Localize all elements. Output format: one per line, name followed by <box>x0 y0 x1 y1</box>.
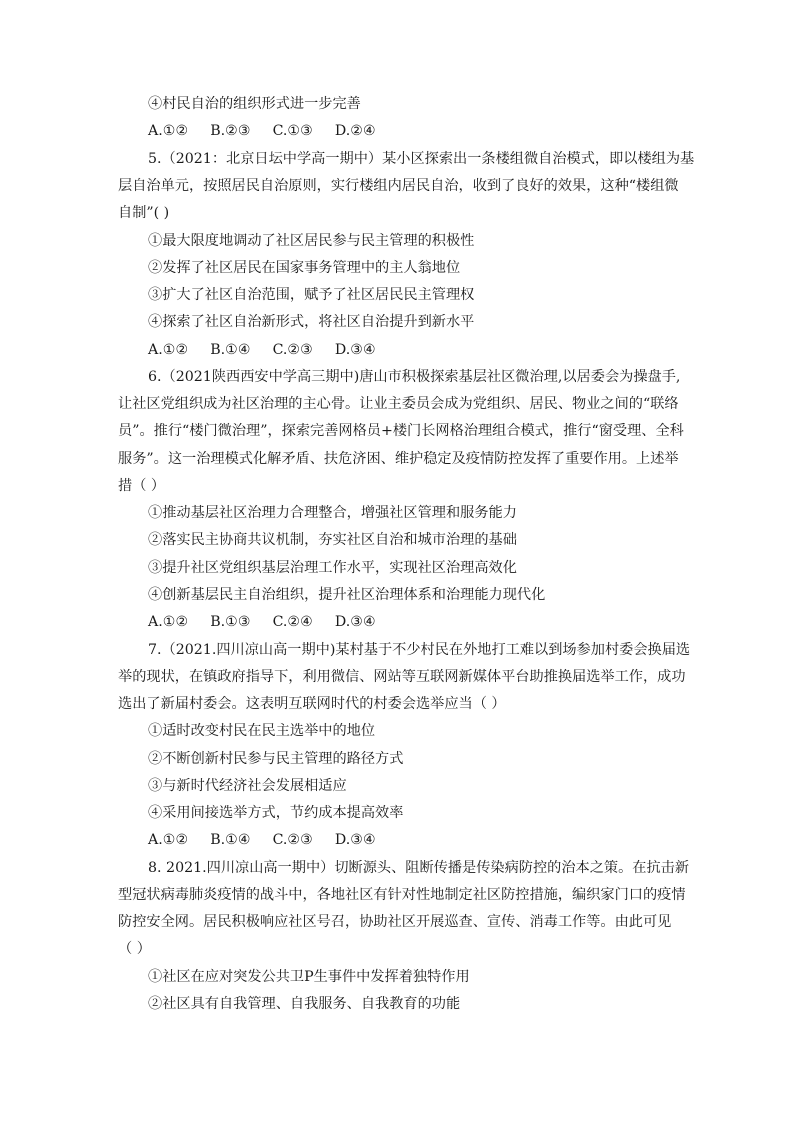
option-line: ②发挥了社区居民在国家事务管理中的主人翁地位 <box>148 260 461 276</box>
question-5-line: 5.（2021：北京日坛中学高一期中）某小区探索出一条楼组微自治模式，即以楼组为基 <box>148 151 695 167</box>
answer-b: B.①③ <box>210 614 251 630</box>
option-line: ②社区具有自我管理、自我服务、自我教育的功能 <box>148 996 461 1012</box>
answer-b: B.②③ <box>210 123 251 139</box>
question-6-line: 服务”。这一治理模式化解矛盾、扶危济困、维护稳定及疫情防控发挥了重要作用。上述举 <box>118 451 679 467</box>
answer-d: D.②④ <box>334 123 376 139</box>
option-line: ④探索了社区自治新形式，将社区自治提升到新水平 <box>148 314 475 330</box>
option-line: ④采用间接选举方式，节约成本提高效率 <box>148 805 404 821</box>
option-line: ④村民自治的组织形式进一步完善 <box>148 96 361 112</box>
answer-choices <box>0 827 794 853</box>
question-7-line: 7.（2021.四川凉山高一期中)某村基于不少村民在外地打工难以到场参加村委会换届选 <box>148 642 691 658</box>
question-5-line: 自制”( ) <box>118 205 170 221</box>
answer-a: A.①② <box>148 342 189 358</box>
option-line: ①推动基层社区治理力合理整合，增强社区管理和服务能力 <box>148 505 517 521</box>
answer-a: A.①② <box>148 832 189 848</box>
question-7-line: 选出了新届村委会。这表明互联网时代的村委会选举应当（ ） <box>118 696 506 712</box>
answer-d: D.③④ <box>334 342 376 358</box>
question-7-line: 举的现状，在镇政府指导下，利用微信、网站等互联网新媒体平台助推换届选举工作，成功 <box>118 669 686 685</box>
question-6-line: 让社区党组织成为社区治理的主心骨。让业主委员会成为党组织、居民、物业之间的“联络 <box>118 396 679 412</box>
option-line: ③与新时代经济社会发展相适应 <box>148 778 347 794</box>
answer-d: D.③④ <box>334 614 376 630</box>
option-line: ④创新基层民主自治组织，提升社区治理体系和治理能力现代化 <box>148 587 546 603</box>
question-8-line: 8. 2021.四川凉山高一期中）切断源头、阻断传播是传染病防控的治本之策。在抗击新 <box>148 860 690 876</box>
answer-a: A.①② <box>148 123 189 139</box>
answer-c: C.②③ <box>272 342 313 358</box>
answer-choices <box>0 609 794 635</box>
answer-choices <box>0 337 794 363</box>
answer-a: A.①② <box>148 614 189 630</box>
question-6-line: 员”。推行“楼门微治理”，探索完善网格员+楼门长网格治理组合模式，推行“窗受理、全科 <box>118 423 684 439</box>
answer-choices <box>0 118 794 144</box>
question-6-line: 措（ ） <box>118 478 166 494</box>
option-line: ③扩大了社区自治范围，赋予了社区居民民主管理权 <box>148 287 475 303</box>
answer-c: C.②④ <box>272 614 313 630</box>
answer-d: D.③④ <box>334 832 376 848</box>
question-8-line: （ ） <box>118 941 151 957</box>
question-5-line: 层自治单元，按照居民自治原则，实行楼组内居民自治，收到了良好的效果，这种“楼组微 <box>118 178 679 194</box>
answer-c: C.②③ <box>272 832 313 848</box>
question-8-line: 型冠状病毒肺炎疫情的战斗中，各地社区有针对性地制定社区防控措施，编织家门口的疫情 <box>118 887 686 903</box>
answer-b: B.①④ <box>210 832 251 848</box>
option-line: ②落实民主协商共议机制，夯实社区自治和城市治理的基础 <box>148 532 517 548</box>
answer-c: C.①③ <box>272 123 313 139</box>
option-line: ③提升社区党组织基层治理工作水平，实现社区治理高效化 <box>148 560 517 576</box>
option-line: ①最大限度地调动了社区居民参与民主管理的积极性 <box>148 233 475 249</box>
answer-b: B.①④ <box>210 342 251 358</box>
option-line: ①适时改变村民在民主选举中的地位 <box>148 723 376 739</box>
option-line: ②不断创新村民参与民主管理的路径方式 <box>148 751 404 767</box>
question-8-line: 防控安全网。居民积极响应社区号召，协助社区开展巡查、宣传、消毒工作等。由此可见 <box>118 914 672 930</box>
question-6-line: 6.（2021陕西西安中学高三期中)唐山市积极探索基层社区微治理,以居委会为操盘手, <box>148 369 681 385</box>
option-line: ①社区在应对突发公共卫P生事件中发挥着独特作用 <box>148 969 470 985</box>
